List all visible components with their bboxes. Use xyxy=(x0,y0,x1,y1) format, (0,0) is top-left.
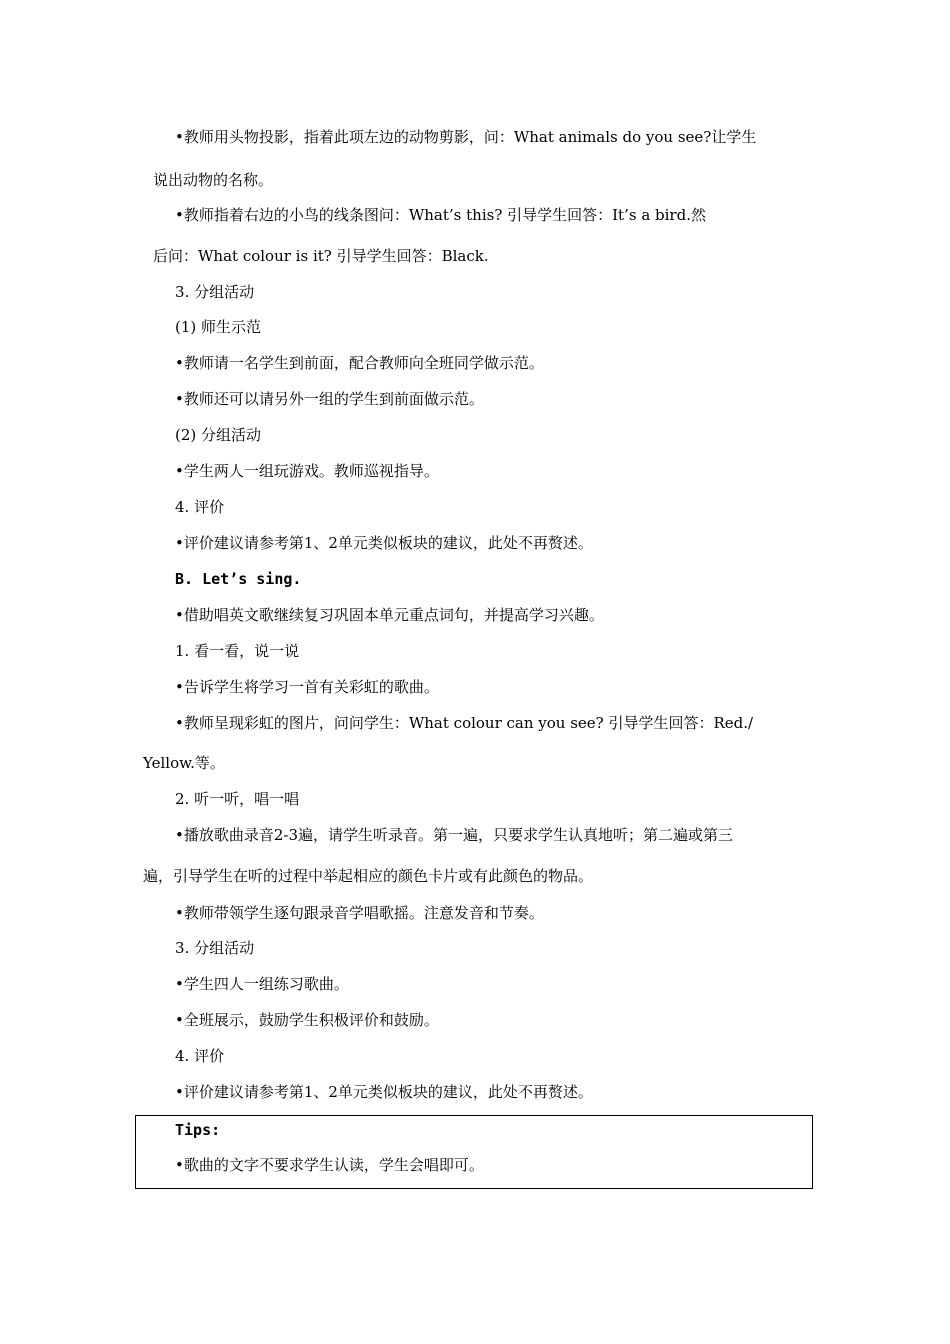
section-heading: 3. 分组活动 xyxy=(175,939,255,957)
paragraph-line: •学生四人一组练习歌曲。 xyxy=(175,975,349,993)
paragraph-line: Yellow.等。 xyxy=(143,754,225,772)
section-heading: 4. 评价 xyxy=(175,1047,225,1065)
section-heading: 3. 分组活动 xyxy=(175,283,255,301)
paragraph-line: •教师指着右边的小鸟的线条图问：What’s this? 引导学生回答：It’s a bird.然 xyxy=(175,206,706,224)
paragraph-line: •教师还可以请另外一组的学生到前面做示范。 xyxy=(175,390,484,408)
paragraph-line: •全班展示，鼓励学生积极评价和鼓励。 xyxy=(175,1011,439,1029)
subsection-heading: (2) 分组活动 xyxy=(175,426,262,444)
section-heading: 4. 评价 xyxy=(175,498,225,516)
section-heading: 1. 看一看，说一说 xyxy=(175,642,300,660)
paragraph-line: 遍，引导学生在听的过程中举起相应的颜色卡片或有此颜色的物品。 xyxy=(143,867,594,885)
tips-text: •歌曲的文字不要求学生认读，学生会唱即可。 xyxy=(175,1156,484,1174)
section-heading: 2. 听一听，唱一唱 xyxy=(175,790,300,808)
paragraph-line: •评价建议请参考第1、2单元类似板块的建议，此处不再赘述。 xyxy=(175,534,593,552)
part-heading: B. Let’s sing. xyxy=(175,570,302,588)
paragraph-line: •评价建议请参考第1、2单元类似板块的建议，此处不再赘述。 xyxy=(175,1083,593,1101)
tips-title: Tips: xyxy=(175,1121,221,1139)
paragraph-line: 说出动物的名称。 xyxy=(153,171,274,189)
paragraph-line: •教师呈现彩虹的图片，问问学生：What colour can you see? 引导学生回答：Red./ xyxy=(175,714,754,732)
paragraph-line: •学生两人一组玩游戏。教师巡视指导。 xyxy=(175,462,439,480)
paragraph-line: •教师用头物投影，指着此项左边的动物剪影，问：What animals do you see?让学生 xyxy=(175,128,757,146)
paragraph-line: •告诉学生将学习一首有关彩虹的歌曲。 xyxy=(175,678,439,696)
subsection-heading: (1) 师生示范 xyxy=(175,318,262,336)
paragraph-line: •教师带领学生逐句跟录音学唱歌摇。注意发音和节奏。 xyxy=(175,904,544,922)
tips-box xyxy=(135,1115,813,1189)
paragraph-line: •教师请一名学生到前面，配合教师向全班同学做示范。 xyxy=(175,354,544,372)
paragraph-line: •借助唱英文歌继续复习巩固本单元重点词句，并提高学习兴趣。 xyxy=(175,606,604,624)
paragraph-line: 后问：What colour is it? 引导学生回答：Black. xyxy=(153,247,489,265)
paragraph-line: •播放歌曲录音2-3遍，请学生听录音。第一遍，只要求学生认真地听；第二遍或第三 xyxy=(175,826,734,844)
